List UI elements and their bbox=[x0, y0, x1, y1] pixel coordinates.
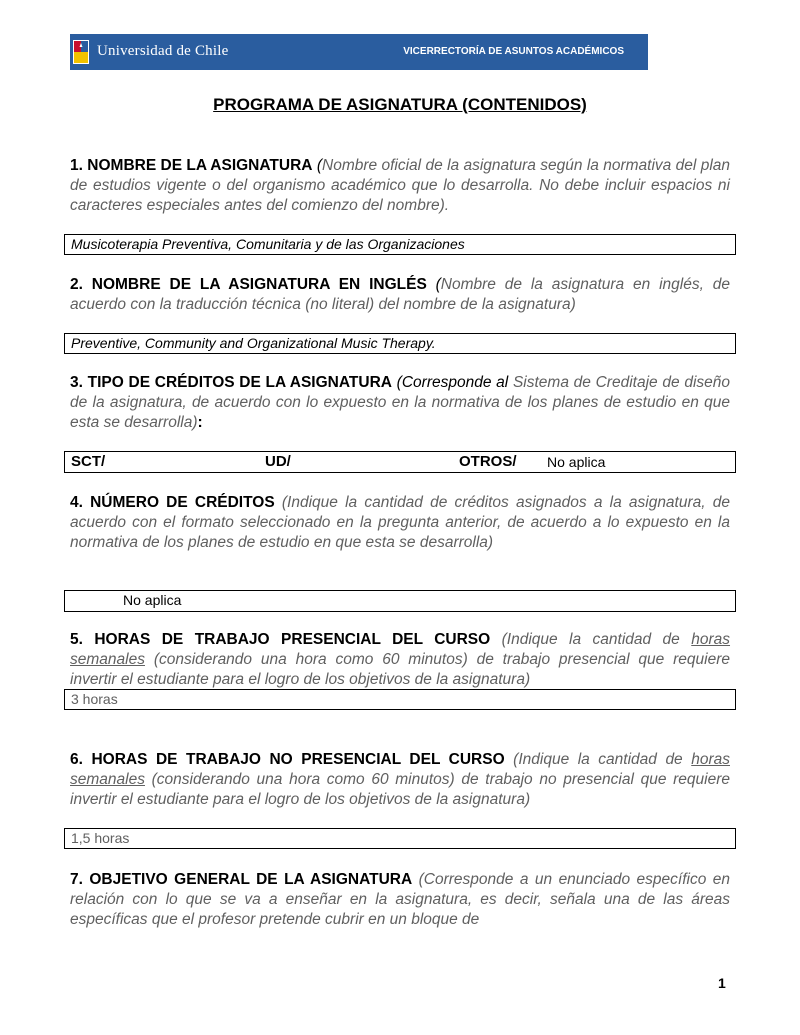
section-4 bbox=[70, 493, 730, 553]
credit-sct-label: SCT/ bbox=[71, 453, 106, 470]
section-6 bbox=[70, 750, 730, 810]
section-7 bbox=[70, 870, 730, 930]
section-2-paren: ( bbox=[426, 276, 441, 293]
department-name: VICERRECTORÍA DE ASUNTOS ACADÉMICOS bbox=[403, 46, 624, 57]
section-6-hint-underlined: horas semanales bbox=[70, 751, 730, 788]
header-banner bbox=[70, 34, 648, 70]
section-3-colon: : bbox=[197, 414, 203, 431]
section-6-answer: 1,5 horas bbox=[64, 828, 736, 849]
section-5-answer: 3 horas bbox=[64, 689, 736, 710]
section-6-hint-a: (Indique la cantidad de bbox=[504, 751, 692, 768]
section-6-heading: 6. HORAS DE TRABAJO NO PRESENCIAL DEL CURSO bbox=[70, 751, 505, 768]
section-5 bbox=[70, 630, 730, 690]
section-5-hint-b: (considerando una hora como 60 minutos) de trabajo presencial que requiere invertir el estudiante para el logro de los objetivos de la asignatura) bbox=[70, 651, 730, 688]
section-1-paren: ( bbox=[312, 157, 322, 174]
credit-otros-label: OTROS/ bbox=[459, 453, 517, 470]
section-5-heading: 5. HORAS DE TRABAJO PRESENCIAL DEL CURSO bbox=[70, 631, 491, 648]
section-6-hint-b: (considerando una hora como 60 minutos) de trabajo no presencial que requiere invertir el estudiante para el logro de los objetivos de la asignatura) bbox=[70, 771, 730, 808]
credit-type-row bbox=[64, 451, 736, 473]
section-7-hint: (Corresponde a un enunciado específico en relación con lo que se va a enseñar en la asignatura, es decir, señala una de las áreas específicas que el profesor pretende cubrir en un bloque de bbox=[70, 871, 730, 928]
section-3 bbox=[70, 373, 730, 433]
section-1-heading: 1. NOMBRE DE LA ASIGNATURA bbox=[70, 157, 313, 174]
section-2-heading: 2. NOMBRE DE LA ASIGNATURA EN INGLÉS bbox=[70, 276, 427, 293]
credit-otros-value: No aplica bbox=[547, 454, 606, 470]
credit-ud-label: UD/ bbox=[265, 453, 291, 470]
section-3-hint-b: Sistema de Creditaje de diseño de la asignatura, de acuerdo con lo expuesto en la normativa de los planes de estudio en que esta se desarrolla) bbox=[70, 374, 730, 431]
page-number: 1 bbox=[718, 975, 726, 991]
section-1-answer: Musicoterapia Preventiva, Comunitaria y de las Organizaciones bbox=[64, 234, 736, 255]
section-3-heading: 3. TIPO DE CRÉDITOS DE LA ASIGNATURA bbox=[70, 374, 392, 391]
section-2 bbox=[70, 275, 730, 315]
section-4-answer: No aplica bbox=[64, 590, 736, 612]
university-name: Universidad de Chile bbox=[97, 43, 229, 59]
section-4-hint: (Indique la cantidad de créditos asignados a la asignatura, de acuerdo con el formato seleccionado en la pregunta anterior, de acuerdo a lo expuesto en la normativa de los planes de estudio en que esta se desarrolla) bbox=[70, 494, 730, 551]
section-2-hint: Nombre de la asignatura en inglés, de acuerdo con la traducción técnica (no literal) del nombre de la asignatura) bbox=[70, 276, 730, 313]
section-5-hint-a: (Indique la cantidad de bbox=[490, 631, 692, 648]
section-3-hint-a: (Corresponde al bbox=[391, 374, 513, 391]
section-2-answer: Preventive, Community and Organizational Music Therapy. bbox=[64, 333, 736, 354]
section-7-heading: 7. OBJETIVO GENERAL DE LA ASIGNATURA bbox=[70, 871, 413, 888]
section-1-hint: Nombre oficial de la asignatura según la normativa del plan de estudios vigente o del organismo académico que lo desarrolla. No debe incluir espacios ni caracteres especiales antes del comienzo del nombre). bbox=[70, 157, 731, 214]
section-4-heading: 4. NÚMERO DE CRÉDITOS bbox=[70, 494, 275, 511]
university-crest-icon bbox=[70, 34, 92, 70]
section-1 bbox=[70, 156, 730, 216]
page-title: PROGRAMA DE ASIGNATURA (CONTENIDOS) bbox=[213, 95, 587, 114]
section-5-hint-underlined: horas semanales bbox=[70, 631, 731, 668]
